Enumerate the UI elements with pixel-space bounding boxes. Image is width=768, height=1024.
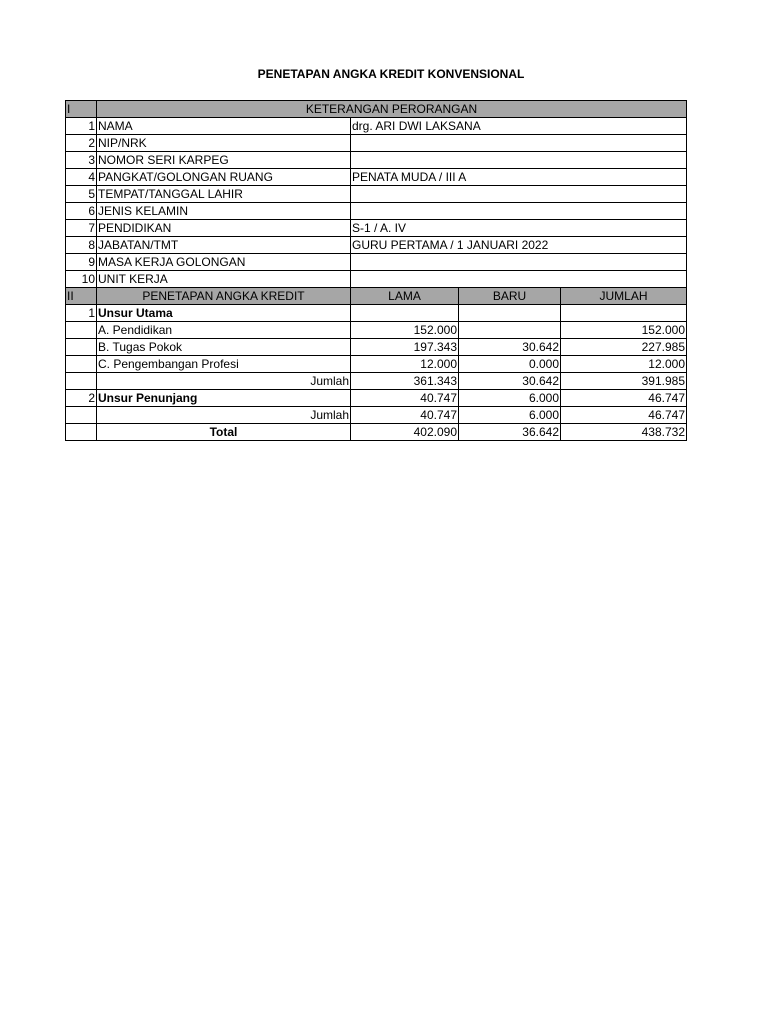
empty-cell bbox=[66, 339, 97, 356]
subtotal-row bbox=[66, 407, 687, 424]
row-value bbox=[351, 254, 687, 271]
empty-cell bbox=[66, 373, 97, 390]
empty-cell bbox=[459, 305, 561, 322]
unsur-utama-label: Unsur Utama bbox=[97, 305, 351, 322]
jumlah-value: 391.985 bbox=[561, 373, 687, 390]
table-row bbox=[66, 339, 687, 356]
jumlah-value: 46.747 bbox=[561, 407, 687, 424]
jumlah-value: 46.747 bbox=[561, 390, 687, 407]
column-header-jumlah: JUMLAH bbox=[561, 288, 687, 305]
section-2-header bbox=[66, 288, 687, 305]
baru-value: 0.000 bbox=[459, 356, 561, 373]
row-label: NAMA bbox=[97, 118, 351, 135]
row-label: JABATAN/TMT bbox=[97, 237, 351, 254]
row-number: 2 bbox=[66, 390, 97, 407]
row-value bbox=[351, 271, 687, 288]
row-value bbox=[351, 186, 687, 203]
row-value: GURU PERTAMA / 1 JANUARI 2022 bbox=[351, 237, 687, 254]
table-row bbox=[66, 254, 687, 271]
table-row bbox=[66, 237, 687, 254]
row-label: C. Pengembangan Profesi bbox=[97, 356, 351, 373]
row-number: 10 bbox=[66, 271, 97, 288]
row-number: 7 bbox=[66, 220, 97, 237]
baru-value: 6.000 bbox=[459, 390, 561, 407]
baru-value bbox=[459, 322, 561, 339]
baru-value: 6.000 bbox=[459, 407, 561, 424]
row-number: 6 bbox=[66, 203, 97, 220]
baru-value: 30.642 bbox=[459, 339, 561, 356]
row-value: drg. ARI DWI LAKSANA bbox=[351, 118, 687, 135]
lama-value: 197.343 bbox=[351, 339, 459, 356]
table-row bbox=[66, 186, 687, 203]
table-row bbox=[66, 356, 687, 373]
row-label: B. Tugas Pokok bbox=[97, 339, 351, 356]
section-1-title: KETERANGAN PERORANGAN bbox=[97, 101, 687, 118]
row-number: 1 bbox=[66, 118, 97, 135]
lama-value: 40.747 bbox=[351, 407, 459, 424]
empty-cell bbox=[351, 305, 459, 322]
jumlah-value: 12.000 bbox=[561, 356, 687, 373]
row-value: PENATA MUDA / III A bbox=[351, 169, 687, 186]
table-row bbox=[66, 169, 687, 186]
row-label: JENIS KELAMIN bbox=[97, 203, 351, 220]
table-row bbox=[66, 152, 687, 169]
table-row bbox=[66, 203, 687, 220]
table-row bbox=[66, 135, 687, 152]
section-2-roman: II bbox=[66, 288, 97, 305]
row-label: PENDIDIKAN bbox=[97, 220, 351, 237]
table-row bbox=[66, 305, 687, 322]
row-label: A. Pendidikan bbox=[97, 322, 351, 339]
row-value bbox=[351, 135, 687, 152]
jumlah-value: 227.985 bbox=[561, 339, 687, 356]
credit-table bbox=[65, 100, 687, 441]
section-1-roman: I bbox=[66, 101, 97, 118]
table-row bbox=[66, 271, 687, 288]
table-row bbox=[66, 322, 687, 339]
row-label: UNIT KERJA bbox=[97, 271, 351, 288]
row-number: 9 bbox=[66, 254, 97, 271]
table-row bbox=[66, 118, 687, 135]
row-number: 1 bbox=[66, 305, 97, 322]
column-header-baru: BARU bbox=[459, 288, 561, 305]
section-2-title: PENETAPAN ANGKA KREDIT bbox=[97, 288, 351, 305]
row-number: 4 bbox=[66, 169, 97, 186]
row-value bbox=[351, 203, 687, 220]
empty-cell bbox=[66, 407, 97, 424]
total-row bbox=[66, 424, 687, 441]
total-label: Total bbox=[97, 424, 351, 441]
empty-cell bbox=[561, 305, 687, 322]
jumlah-value: 152.000 bbox=[561, 322, 687, 339]
lama-value: 40.747 bbox=[351, 390, 459, 407]
row-label: NIP/NRK bbox=[97, 135, 351, 152]
row-number: 8 bbox=[66, 237, 97, 254]
table-row bbox=[66, 390, 687, 407]
row-number: 3 bbox=[66, 152, 97, 169]
unsur-penunjang-label: Unsur Penunjang bbox=[97, 390, 351, 407]
empty-cell bbox=[66, 424, 97, 441]
subtotal-label: Jumlah bbox=[97, 373, 351, 390]
lama-value: 402.090 bbox=[351, 424, 459, 441]
column-header-lama: LAMA bbox=[351, 288, 459, 305]
row-label: NOMOR SERI KARPEG bbox=[97, 152, 351, 169]
jumlah-value: 438.732 bbox=[561, 424, 687, 441]
row-value bbox=[351, 152, 687, 169]
baru-value: 36.642 bbox=[459, 424, 561, 441]
lama-value: 152.000 bbox=[351, 322, 459, 339]
row-number: 5 bbox=[66, 186, 97, 203]
lama-value: 361.343 bbox=[351, 373, 459, 390]
row-number: 2 bbox=[66, 135, 97, 152]
table-row bbox=[66, 220, 687, 237]
subtotal-row bbox=[66, 373, 687, 390]
empty-cell bbox=[66, 322, 97, 339]
lama-value: 12.000 bbox=[351, 356, 459, 373]
row-value: S-1 / A. IV bbox=[351, 220, 687, 237]
row-label: MASA KERJA GOLONGAN bbox=[97, 254, 351, 271]
row-label: PANGKAT/GOLONGAN RUANG bbox=[97, 169, 351, 186]
section-1-header bbox=[66, 101, 687, 118]
document-title: PENETAPAN ANGKA KREDIT KONVENSIONAL bbox=[257, 67, 525, 81]
baru-value: 30.642 bbox=[459, 373, 561, 390]
subtotal-label: Jumlah bbox=[97, 407, 351, 424]
row-label: TEMPAT/TANGGAL LAHIR bbox=[97, 186, 351, 203]
empty-cell bbox=[66, 356, 97, 373]
